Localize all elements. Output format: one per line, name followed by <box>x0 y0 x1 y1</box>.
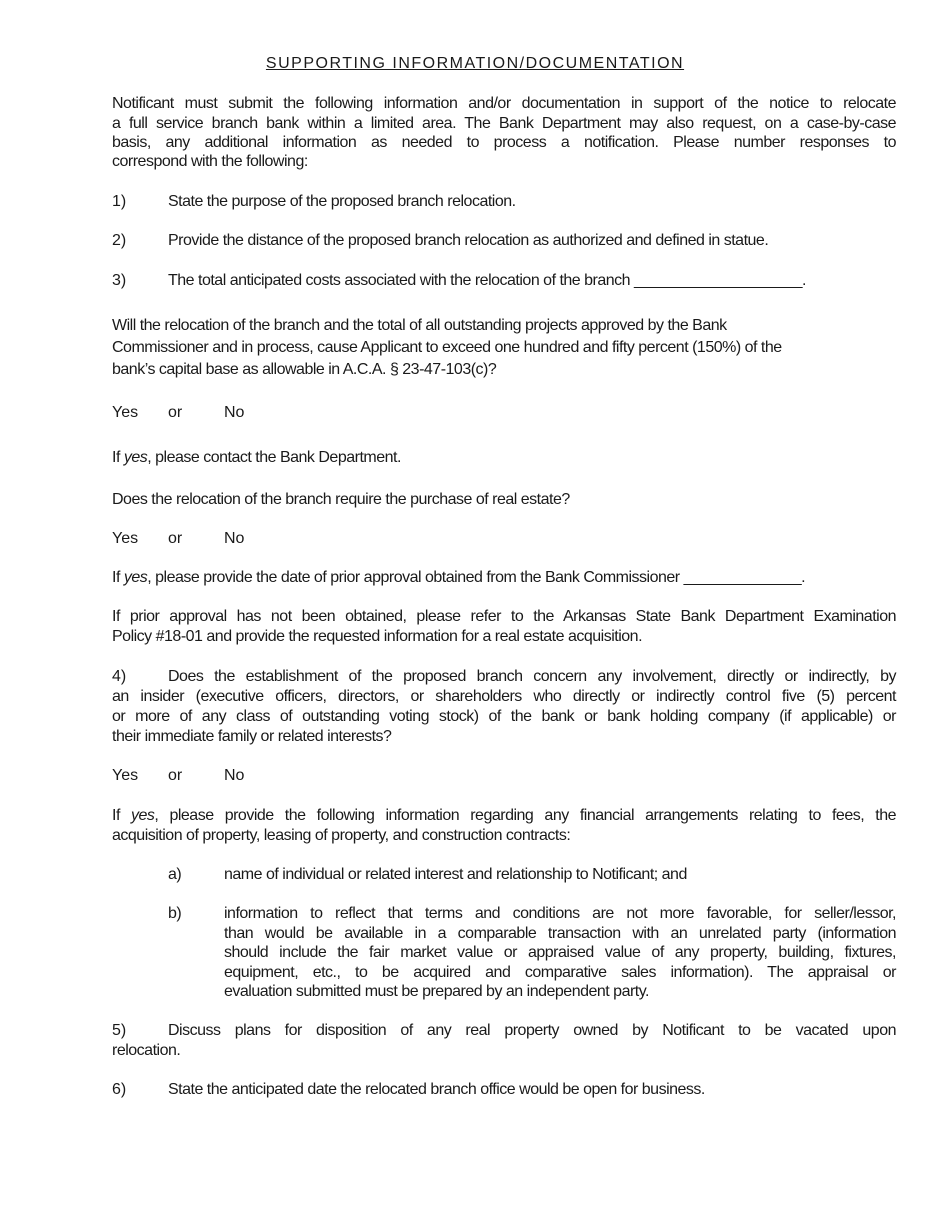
if-word: If <box>112 807 120 824</box>
intro-line: correspond with the following: <box>112 153 308 170</box>
if-yes-financial-text: , please provide the following information regarding any financial arrangements relating to fees, the <box>154 807 897 824</box>
item-text: Provide the distance of the proposed branch relocation as authorized and defined in statue. <box>168 232 769 249</box>
if-yes-financial-line: acquisition of property, leasing of property, and construction contracts: <box>112 827 571 844</box>
if-yes-contact-text: , please contact the Bank Department. <box>147 449 401 466</box>
item-number: 5) <box>112 1022 127 1039</box>
item5-line: Discuss plans for disposition of any real property owned by Notificant to be vacated upon <box>168 1022 896 1039</box>
item4-line: or more of any class of outstanding voting stock) of the bank or bank holding company (if applicable) or <box>112 708 896 725</box>
item-number: 4) <box>112 668 127 685</box>
yes-no-choice <box>112 403 244 423</box>
page-title: SUPPORTING INFORMATION/DOCUMENTATION <box>265 55 685 72</box>
item4-line: their immediate family or related interests? <box>112 728 392 745</box>
sub-item-label: a) <box>168 866 182 883</box>
no-option[interactable]: No <box>224 404 245 421</box>
no-option[interactable]: No <box>224 767 245 784</box>
item-text: State the purpose of the proposed branch relocation. <box>168 193 516 210</box>
intro-line: a full service branch bank within a limited area. The Bank Department may also request, on a case-by-case <box>112 115 896 132</box>
capital-question-line: bank’s capital base as allowable in A.C.A. § 23-47-103(c)? <box>112 361 497 378</box>
or-label: or <box>168 530 183 547</box>
yes-option[interactable]: Yes <box>112 767 139 784</box>
if-yes-prior-approval-text: , please provide the date of prior approval obtained from the Bank Commissioner ______________. <box>147 569 806 586</box>
yes-word: yes <box>123 569 148 586</box>
sub-item-text: information to reflect that terms and conditions are not more favorable, for seller/lessor, <box>224 905 896 922</box>
if-yes-financial-line <box>112 806 896 826</box>
item4-line: Does the establishment of the proposed branch concern any involvement, directly or indirectly, by <box>168 668 896 685</box>
or-label: or <box>168 404 183 421</box>
prior-not-obtained-line: If prior approval has not been obtained, please refer to the Arkansas State Bank Department Examination <box>112 608 896 625</box>
sub-item-text: name of individual or related interest and relationship to Notificant; and <box>224 866 687 883</box>
if-word: If <box>112 569 120 586</box>
sub-item-text: than would be available in a comparable transaction with an unrelated party (information <box>224 925 896 942</box>
yes-word: yes <box>123 449 148 466</box>
item-number: 3) <box>112 272 127 289</box>
item-number: 1) <box>112 193 127 210</box>
item-number: 6) <box>112 1081 127 1098</box>
sub-item-text: evaluation submitted must be prepared by an independent party. <box>224 983 649 1000</box>
capital-question-line: Commissioner and in process, cause Applicant to exceed one hundred and fifty percent (150%) of the <box>112 339 782 356</box>
item5-line: relocation. <box>112 1042 181 1059</box>
sub-item-text: should include the fair market value or appraised value of any property, building, fixtures, <box>224 944 896 961</box>
prior-not-obtained-line: Policy #18-01 and provide the requested information for a real estate acquisition. <box>112 628 643 645</box>
capital-question-line: Will the relocation of the branch and the total of all outstanding projects approved by the Bank <box>112 317 727 334</box>
no-option[interactable]: No <box>224 530 245 547</box>
item-text: State the anticipated date the relocated branch office would be open for business. <box>168 1081 705 1098</box>
intro-line: Notificant must submit the following information and/or documentation in support of the notice to relocate <box>112 95 896 112</box>
or-label: or <box>168 767 183 784</box>
yes-option[interactable]: Yes <box>112 404 139 421</box>
sub-item-label: b) <box>168 905 182 922</box>
yes-no-choice <box>112 766 244 786</box>
if-yes-prior-approval <box>112 568 805 588</box>
sub-item-text: equipment, etc., to be acquired and comparative sales information). The appraisal or <box>224 964 896 981</box>
if-yes-contact <box>112 448 401 468</box>
if-word: If <box>112 449 120 466</box>
real-estate-question: Does the relocation of the branch require the purchase of real estate? <box>112 491 570 508</box>
item-text: The total anticipated costs associated with the relocation of the branch ____________________. <box>168 272 806 289</box>
intro-line: basis, any additional information as needed to process a notification. Please number responses to <box>112 134 896 151</box>
yes-option[interactable]: Yes <box>112 530 139 547</box>
item4-line: an insider (executive officers, directors, or shareholders who directly or indirectly control five (5) percent <box>112 688 896 705</box>
yes-word: yes <box>131 807 155 824</box>
item-number: 2) <box>112 232 127 249</box>
yes-no-choice <box>112 529 244 549</box>
